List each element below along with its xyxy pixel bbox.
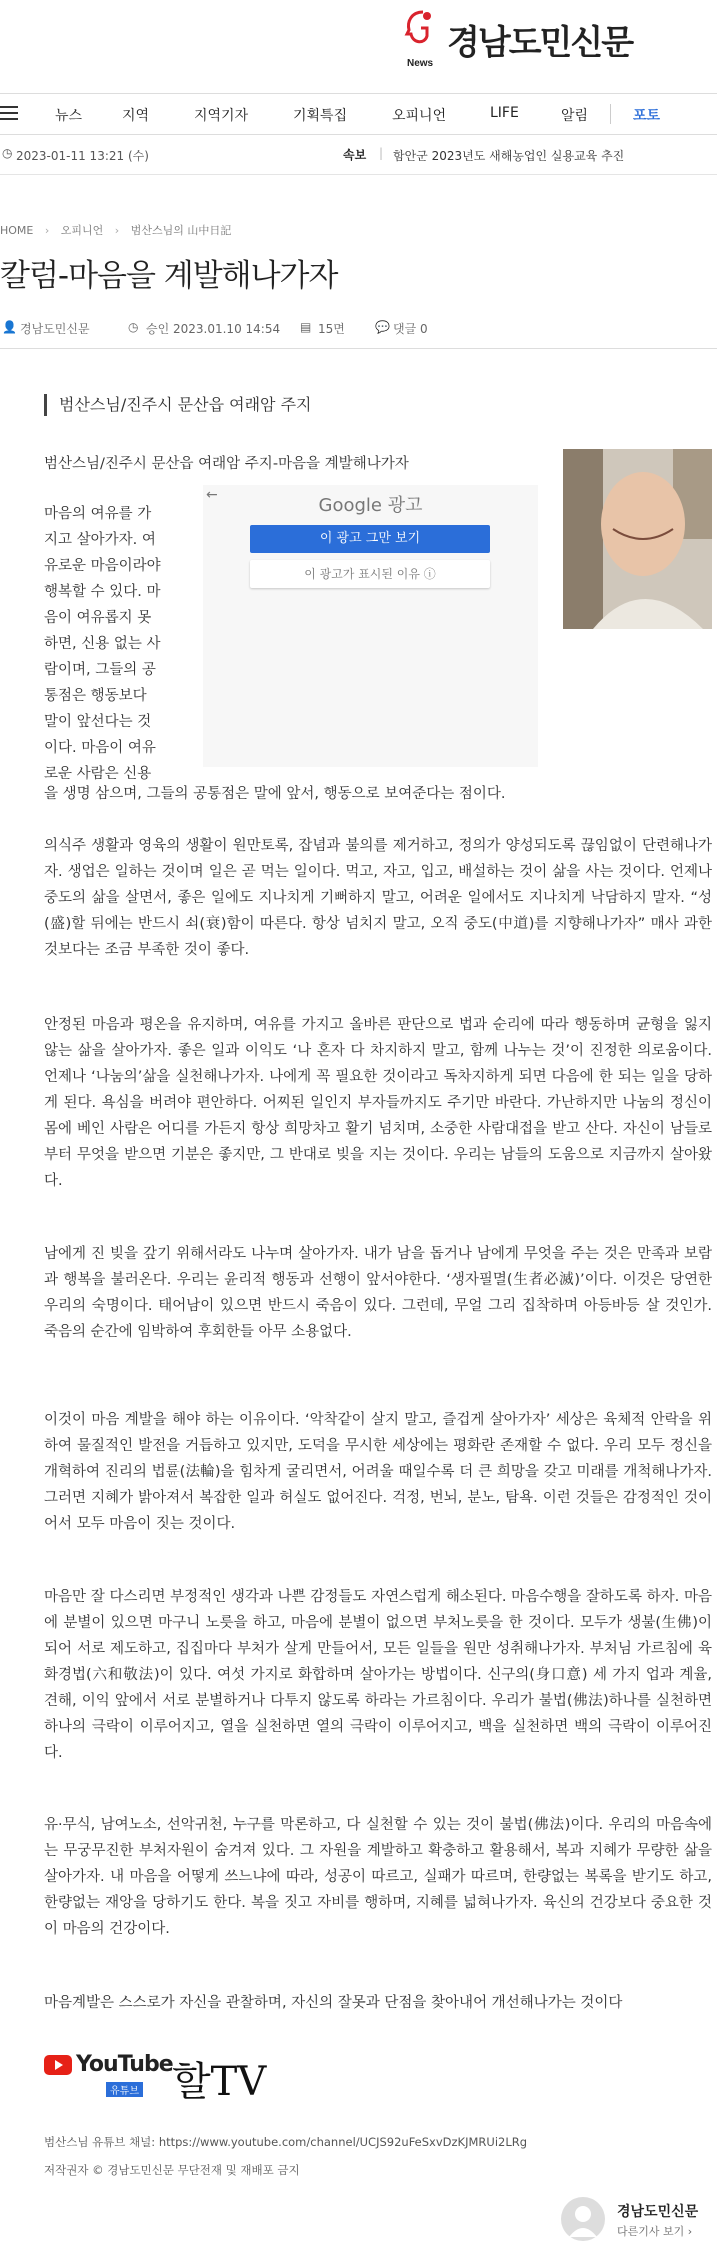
copyright-notice: 저작권자 © 경남도민신문 무단전재 및 재배포 금지 [44, 2163, 300, 2177]
current-datetime: 2023-01-11 13:21 (수) [16, 149, 149, 163]
youtube-badge: 유튜브 [106, 2082, 143, 2097]
nav-notice[interactable]: 알림 [561, 108, 589, 124]
text-line: 유로운 마음이라야 [44, 558, 161, 574]
article-paragraph-1-tail: 을 생명 삼으며, 그들의 공통점은 말에 앞서, 행동으로 보여준다는 점이다. [44, 786, 506, 802]
breaking-label: 속보 [343, 148, 367, 162]
breadcrumb-home[interactable]: HOME [0, 224, 34, 237]
logo-mark-icon [403, 8, 443, 70]
author-icon: 👤 [2, 320, 17, 334]
article-paragraph-1-column [44, 501, 184, 787]
article-title: 칼럼-마음을 계발해나가자 [0, 258, 338, 294]
ticker-divider: | [379, 146, 384, 160]
nav-region-reporter[interactable]: 지역기자 [194, 108, 249, 124]
article-author[interactable]: 경남도민신문 [20, 322, 90, 336]
main-nav [0, 93, 717, 135]
ad-brand: Google 광고 [318, 495, 423, 516]
article-paragraph-3: 안정된 마음과 평온을 유지하며, 여유를 가지고 올바른 판단으로 법과 순리에 따라 행동하며 균형을 잃지 않는 삶을 살아가자. 좋은 일과 이익도 ‘나 혼자 다 차지하지 말고, 함께 나누는 것’이 진정한 의로움이다. 언제나 ‘나눔의’삶을 실천해나가자. 나에게 꼭 필요한 것이라고 독차지하게 되면 다음에 한 되는 일을 당하게 된다. 욕심을 버려야 편안하다. 어찌된 일인지 부자들까지도 주기만 바란다. 가난하지만 나눔의 정신이 몸에 베인 사람은 어디를 가든지 항상 희망차고 활기 넘치며, 소중한 사람대접을 받고 산다. 자신이 남들로부터 무엇을 받으면 기분은 좋지만, 그 반대로 빚을 지는 것이다. 우리는 남들의 도움으로 지금까지 살아왔다. [44, 1017, 712, 1189]
logo-text: 경남도민신문 [447, 22, 633, 63]
youtube-logo[interactable] [44, 2052, 173, 2097]
site-header [0, 0, 717, 90]
article-comments[interactable]: 댓글 0 [393, 322, 428, 336]
monk-portrait-icon [563, 449, 712, 629]
nav-opinion[interactable]: 오피니언 [392, 108, 447, 124]
why-ad-button[interactable]: 이 광고가 표시된 이유 ⓘ [250, 560, 490, 588]
clock-icon: ◷ [128, 320, 139, 334]
hamburger-menu-icon[interactable] [0, 102, 18, 124]
text-line: 음이 여유롭지 못 [44, 610, 152, 626]
text-line: 마음의 여유를 가 [44, 506, 152, 522]
svg-text:News: News [407, 58, 434, 69]
avatar [561, 2197, 605, 2241]
channel-link[interactable]: 범산스님 유튜브 채널: https://www.youtube.com/channel/UCJS92uFeSxvDzKJMRUi2LRg [44, 2135, 528, 2149]
author-card[interactable] [561, 2197, 717, 2243]
article-paragraph-5: 이것이 마음 계발을 해야 하는 이유이다. ‘악착같이 살지 말고, 즐겁게 살아가자’ 세상은 육체적 안락을 위하여 물질적인 발전을 거듭하고 있지만, 도덕을 무시한 세상에는 평화란 존재할 수 없다. 우리 모두 정신을 개혁하여 진리의 법륜(法輪)을 힘차게 굴리면서, 어려울 때일수록 더 큰 희망을 갖고 미래를 개척해나가자. 그러면 지혜가 밝아져서 복잡한 일과 허실도 없어진다. 걱정, 번뇌, 분노, 탐욕. 이런 것들은 감정적인 것이어서 모두 마음이 짓는 것이다. [44, 1412, 712, 1532]
comment-icon: 💬 [375, 320, 390, 334]
author-photo [563, 449, 712, 629]
more-articles-link[interactable]: 다른기사 보기 › [617, 2225, 693, 2238]
stop-ad-button[interactable]: 이 광고 그만 보기 [250, 525, 490, 553]
article-paragraph-4: 남에게 진 빚을 갚기 위해서라도 나누며 살아가자. 내가 남을 돕거나 남에게 무엇을 주는 것은 만족과 보람과 행복을 불러온다. 우리는 윤리적 행동과 선행이 앞서야한다. ‘생자필멸(生者必滅)’이다. 이것은 당연한 우리의 숙명이다. 태어남이 있으면 반드시 죽음이 있다. 그런데, 무얼 그리 집착하며 아등바등 살 것인가. 죽음의 순간에 임박하여 후회한들 아무 소용없다. [44, 1246, 712, 1340]
nav-divider [610, 104, 611, 124]
article-paragraph-2: 의식주 생활과 영육의 생활이 원만토록, 잡념과 불의를 제거하고, 정의가 양성되도록 끊임없이 단련해나가자. 생업은 일하는 것이며 일은 곧 먹는 일이다. 먹고, 자고, 입고, 배설하는 것이 삶을 사는 것이다. 언제나 중도의 삶을 살면서, 좋은 일에도 지나치게 기뻐하지 말고, 어려운 일에서도 지나치게 낙담하지 말자. “성(盛)할 뒤에는 반드시 쇠(衰)함이 따른다. 항상 넘치지 말고, 오직 중도(中道)를 지향해나가자” 매사 과한 것보다는 조금 부족한 것이 좋다. [44, 838, 712, 958]
nav-region[interactable]: 지역 [122, 108, 150, 124]
breadcrumb-separator: › [44, 224, 50, 237]
article-paragraph-6: 마음만 잘 다스리면 부정적인 생각과 나쁜 감정들도 자연스럽게 해소된다. 마음수행을 잘하도록 하자. 마음에 분별이 있으면 마구니 노릇을 하고, 마음에 분별이 없으면 부처노릇을 한 것이다. 모두가 생불(生佛)이 되어 서로 제도하고, 집집마다 부처가 살게 만들어서, 모든 일들을 원만 성취해나가자. 부처님 가르침에 육화경법(六和敬法)이 있다. 여섯 가지로 화합하며 살아가는 방법이다. 신구의(身口意) 세 가지 업과 계율, 견해, 이익 앞에서 서로 분별하거나 다투지 않도록 하라는 가르침이다. 우리가 불법(佛法)하나를 실천하면 하나의 극락이 이루어지고, 열을 실천하면 열의 극락이 이루어지고, 백을 실천하면 백의 극락이 이루어진다. [44, 1589, 712, 1761]
article-subtitle: 범산스님/진주시 문산읍 여래암 주지 [44, 394, 312, 416]
text-line: 하면, 신용 없는 사 [44, 636, 161, 652]
text-line: 통점은 행동보다 [44, 688, 147, 704]
google-ad [203, 485, 538, 767]
text-line: 이다. 마음이 여유 [44, 740, 156, 756]
youtube-play-icon [44, 2055, 72, 2075]
text-line: 행복할 수 있다. 마 [44, 584, 161, 600]
text-line: 로운 사람은 신용 [44, 766, 152, 782]
text-line: 람이며, 그들의 공 [44, 662, 156, 678]
author-card-name: 경남도민신문 [617, 2204, 699, 2220]
article-page: 15면 [318, 322, 345, 336]
breadcrumb [0, 222, 231, 238]
nav-photo[interactable]: 포토 [633, 108, 661, 124]
text-line: 지고 살아가자. 여 [44, 532, 156, 548]
youtube-wordmark: YouTube [76, 2052, 173, 2077]
breadcrumb-separator: › [114, 224, 120, 237]
ticker-bar [0, 134, 717, 175]
meta-divider [0, 348, 717, 349]
breadcrumb-column[interactable]: 범산스님의 山中日記 [130, 224, 232, 237]
article-paragraph-8: 마음계발은 스스로가 자신을 관찰하며, 자신의 잘못과 단점을 찾아내어 개선해나가는 것이다 [44, 1995, 623, 2011]
article-intro: 범산스님/진주시 문산읍 여래암 주지-마음을 계발해나가자 [44, 456, 409, 472]
breadcrumb-section[interactable]: 오피니언 [60, 224, 104, 237]
site-logo[interactable] [403, 8, 632, 70]
article-approved-date: 승인 2023.01.10 14:54 [146, 322, 281, 336]
nav-feature[interactable]: 기획특집 [293, 108, 348, 124]
channel-brand-logo: 할TV [172, 2059, 267, 2105]
ticker-headline[interactable]: 함안군 2023년도 새해농업인 실용교육 추진 [393, 149, 625, 163]
nav-life[interactable]: LIFE [490, 105, 519, 121]
nav-news[interactable]: 뉴스 [55, 108, 83, 124]
article-paragraph-7: 유·무식, 남여노소, 선악귀천, 누구를 막론하고, 다 실천할 수 있는 것이 불법(佛法)이다. 우리의 마음속에는 무궁무진한 부처자원이 숨겨져 있다. 그 자원을 계발하고 확충하고 활용해서, 복과 지혜가 무량한 삶을 살아가자. 내 마음을 어떻게 쓰느냐에 따라, 성공이 따르고, 실패가 따르며, 한량없는 복록을 받기도 하고, 한량없는 재앙을 당하기도 한다. 복을 짓고 자비를 행하며, 지혜를 넓혀나가자. 육신의 건강보다 중요한 것이 마음의 건강이다. [44, 1817, 712, 1937]
page-icon: ▤ [300, 320, 312, 334]
back-arrow-icon[interactable]: ← [206, 487, 218, 503]
text-line: 말이 앞선다는 것 [44, 714, 152, 730]
clock-icon: ◷ [2, 146, 13, 160]
